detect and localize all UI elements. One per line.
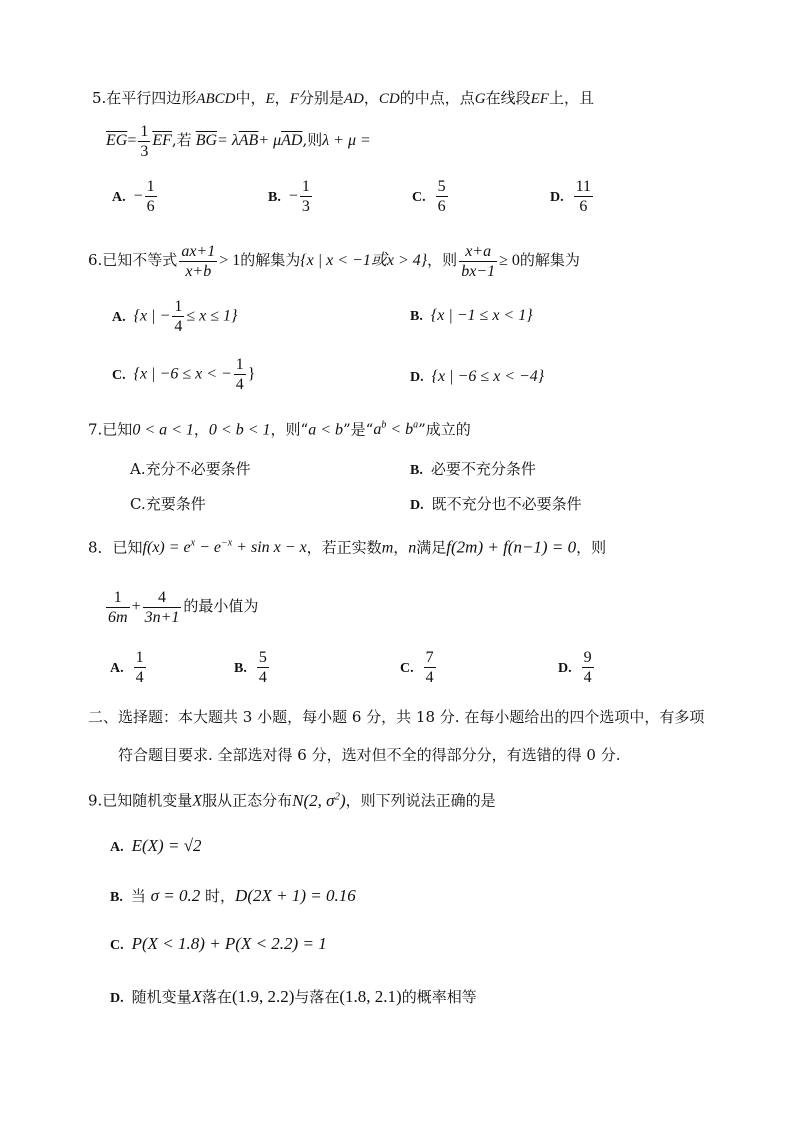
q5-g: G <box>474 91 486 107</box>
fraction-numerator: 9 <box>583 649 592 666</box>
q5-cd: CD <box>378 91 400 107</box>
option-label: D. <box>558 660 572 676</box>
fraction-denominator: x+b <box>185 262 212 280</box>
q8-condition: f(2m) + f(n−1) = 0 <box>446 537 577 557</box>
fraction-numerator: 5 <box>437 178 446 195</box>
q7-text: ， <box>193 420 209 439</box>
q8-function <box>143 539 307 556</box>
q8-fx: − e <box>195 539 222 557</box>
option-fraction <box>145 177 157 216</box>
q5-text: + μ <box>258 132 282 149</box>
q6-option-d[interactable] <box>410 367 544 386</box>
q7-text: 7.已知 <box>88 420 133 439</box>
q6-option-a[interactable] <box>112 297 237 336</box>
option-label: A. <box>112 309 126 325</box>
q7-q-base: b <box>405 421 414 439</box>
fraction-numerator: 1 <box>135 649 144 666</box>
q7-option-a[interactable] <box>130 458 251 479</box>
q9-stem <box>88 786 496 812</box>
q5-ef: EF <box>530 91 549 107</box>
option-fraction <box>574 177 593 216</box>
fraction-numerator: 1 <box>235 356 244 373</box>
option-text: σ = 0.2 <box>150 886 201 905</box>
fraction-denominator: 4 <box>425 669 434 686</box>
q7-q-exp: a <box>413 420 419 431</box>
q8-option-d[interactable] <box>558 648 596 687</box>
q5-text: 上，且 <box>548 89 594 107</box>
option-text: (1.8, 2.1) <box>339 987 402 1006</box>
q8-option-c[interactable] <box>400 648 438 687</box>
q7-option-d[interactable] <box>410 493 582 514</box>
option-text: 必要不充分条件 <box>430 460 536 478</box>
option-sign: − <box>133 187 143 205</box>
q8-stem-line1 <box>88 534 606 558</box>
q5-vector-eg: $\overline{EG}$ <box>106 132 128 149</box>
fraction-numerator: 1 <box>140 122 149 140</box>
q5-stem-line2 <box>106 118 371 163</box>
option-label: A. <box>110 840 124 855</box>
q5-text: 在线段 <box>485 89 531 107</box>
q5-text: = <box>127 132 137 149</box>
q8-text: 满足 <box>416 538 447 557</box>
q9-dist: N(2, σ <box>292 790 335 810</box>
option-text: 与落在 <box>294 988 340 1006</box>
fraction-denominator: 6 <box>146 198 155 215</box>
fraction-denominator: 4 <box>135 669 144 686</box>
option-label: C. <box>110 938 124 953</box>
option-label: B. <box>410 463 423 478</box>
q7-text: ”成立的 <box>418 420 471 439</box>
option-label: D. <box>410 370 424 385</box>
fraction-numerator: 1 <box>146 178 155 195</box>
q5-text: ， <box>363 89 379 107</box>
q8-stem-line2 <box>104 584 258 629</box>
option-text: {x | −6 ≤ x < − <box>133 365 232 383</box>
q6-set: {x | x < −1或x > 4} <box>300 252 428 269</box>
section2-instructions-line1 <box>88 706 704 727</box>
option-text: 随机变量 <box>131 988 192 1006</box>
option-label: D. <box>110 991 124 1006</box>
q6-text: 的解集为 <box>519 251 580 269</box>
q7-q-base: a <box>373 421 382 439</box>
q9-option-d[interactable] <box>110 986 477 1007</box>
fraction-denominator: 6 <box>437 198 446 215</box>
option-label: D. <box>550 189 564 205</box>
option-text: C.充要条件 <box>130 495 206 513</box>
option-text: D(2X + 1) = 0.16 <box>235 886 356 905</box>
q5-vector-ef: $\overline{EF}$ <box>152 132 172 149</box>
q9-option-c[interactable] <box>110 934 327 954</box>
q8-exp: x <box>190 538 196 549</box>
option-label: C. <box>412 189 426 205</box>
q7-text: ，则“ <box>270 420 309 439</box>
q8-fx: + sin x − x <box>232 539 307 557</box>
q7-p: a < b <box>308 421 343 439</box>
fraction-denominator: 4 <box>258 669 267 686</box>
fraction-denominator: 4 <box>583 669 592 686</box>
fraction-denominator: 4 <box>174 318 183 335</box>
q5-text: ， <box>274 89 290 107</box>
q8-n: n <box>408 539 417 557</box>
option-text: (1.9, 2.2) <box>232 987 295 1006</box>
q8-option-b[interactable] <box>234 648 271 687</box>
q5-option-c[interactable] <box>412 177 450 216</box>
q8-exp: −x <box>221 538 233 549</box>
q7-stem <box>88 416 471 440</box>
q9-text: 9.已知随机变量 <box>88 791 193 810</box>
option-text: {x | −1 ≤ x < 1} <box>430 307 533 324</box>
q6-stem <box>88 238 580 283</box>
option-label: B. <box>110 890 123 905</box>
q6-text: ，则 <box>427 251 458 269</box>
q5-e: E <box>265 91 275 107</box>
fraction-numerator: 1 <box>106 588 130 608</box>
fraction-numerator: 7 <box>425 649 434 666</box>
option-label: C. <box>400 660 414 676</box>
option-sign: − <box>288 187 298 205</box>
q6-option-b[interactable] <box>410 306 533 325</box>
q5-text: 的中点，点 <box>399 89 475 107</box>
q6-fraction-2 <box>459 242 497 281</box>
option-text: E(X) = √2 <box>131 836 202 855</box>
q5-text: 中， <box>235 89 266 107</box>
q6-text: 6.已知不等式 <box>88 251 178 269</box>
option-text: 既不充分也不必要条件 <box>431 495 582 513</box>
q9-dist-exp: 2 <box>334 790 340 802</box>
q9-option-a[interactable] <box>110 836 202 856</box>
q9-x: X <box>192 792 203 810</box>
q9-option-b[interactable] <box>110 885 356 906</box>
option-label: B. <box>410 309 423 324</box>
option-text: X <box>191 987 203 1006</box>
q8-text: ， <box>393 538 409 557</box>
q7-cond-b: 0 < b < 1 <box>208 421 271 439</box>
q7-cond-a: 0 < a < 1 <box>132 421 194 439</box>
q7-q-lt: < <box>386 421 406 439</box>
q5-text: ,若 <box>171 131 192 149</box>
option-label: C. <box>112 367 126 383</box>
option-text: {x | −6 ≤ x < −4} <box>431 368 545 385</box>
option-text: 时， <box>205 887 236 905</box>
q5-abcd: ABCD <box>196 91 236 107</box>
fraction-numerator: 1 <box>174 298 183 315</box>
fraction-denominator: 3 <box>301 198 310 215</box>
option-fraction <box>172 297 184 336</box>
q5-ask: λ + μ = <box>322 132 371 149</box>
q9-text: 服从正态分布 <box>202 791 293 810</box>
q8-text: 的最小值为 <box>183 597 259 615</box>
q8-option-a[interactable] <box>110 648 148 687</box>
q8-text: + <box>131 598 141 615</box>
q9-dist: ) <box>340 790 346 810</box>
option-text: 的概率相等 <box>401 988 477 1006</box>
option-text: A.充分不必要条件 <box>130 460 251 478</box>
option-fraction <box>234 355 246 394</box>
q8-fraction-1 <box>106 588 130 627</box>
option-label: D. <box>410 498 424 513</box>
q6-option-c[interactable] <box>112 355 255 394</box>
fraction-numerator: 5 <box>258 649 267 666</box>
option-fraction <box>300 177 312 216</box>
fraction-denominator: 6m <box>108 608 128 626</box>
q9-distribution <box>292 791 346 810</box>
section2-text: 二、选择题：本大题共 3 小题，每小题 6 分，共 18 分. 在每小题给出的四个选项中，有多项 <box>88 708 705 726</box>
option-text: P(X < 1.8) + P(X < 2.2) = 1 <box>131 934 327 953</box>
option-text: {x | − <box>133 307 171 325</box>
q5-vector-bg: $\overline{BG}$ <box>195 132 218 149</box>
option-fraction <box>424 648 436 687</box>
option-label: A. <box>110 660 124 676</box>
option-fraction <box>436 177 448 216</box>
option-label: B. <box>234 660 247 676</box>
q7-option-c[interactable] <box>130 493 206 514</box>
option-label: B. <box>268 189 281 205</box>
q5-vector-ad: $\overline{AD}$ <box>281 132 303 149</box>
option-text: ≤ x ≤ 1} <box>186 307 238 325</box>
fraction-denominator: 3 <box>140 142 149 160</box>
q8-m: m <box>381 539 394 557</box>
q7-q <box>373 421 418 438</box>
q6-fraction-1 <box>179 242 217 281</box>
option-label: A. <box>112 189 126 205</box>
q5-option-d[interactable] <box>550 177 595 216</box>
option-fraction <box>257 648 269 687</box>
q7-text: ”是“ <box>342 420 374 439</box>
q9-text: ，则下列说法正确的是 <box>345 791 496 810</box>
option-fraction <box>134 648 146 687</box>
q5-text: ,则 <box>302 131 323 149</box>
fraction-denominator: 4 <box>235 376 244 393</box>
fraction-denominator: bx−1 <box>461 262 496 280</box>
section2-instructions-line2 <box>118 744 620 765</box>
fraction-numerator: 1 <box>301 178 310 195</box>
option-text: } <box>247 365 256 383</box>
q6-text: > 1 <box>219 252 241 269</box>
q5-f: F <box>289 91 299 107</box>
q6-text: ≥ 0 <box>499 252 520 269</box>
q8-fx: f(x) = e <box>142 539 191 557</box>
fraction-numerator: x+a <box>459 242 497 262</box>
option-text: 落在 <box>202 988 233 1006</box>
q8-text: 8．已知 <box>88 538 143 557</box>
q5-option-a[interactable] <box>112 177 159 216</box>
option-fraction <box>582 648 594 687</box>
q8-text: ，则 <box>576 538 607 557</box>
q5-fraction-one-third <box>138 122 150 161</box>
q5-text: = λ <box>217 132 239 149</box>
q8-fraction-2 <box>143 588 182 627</box>
q5-vector-ab: $\overline{AB}$ <box>238 132 259 149</box>
q7-q-exp: b <box>381 420 387 431</box>
q5-stem-line1 <box>92 88 594 109</box>
fraction-denominator: 6 <box>579 198 588 215</box>
fraction-denominator: 3n+1 <box>144 608 180 626</box>
q5-ad: AD <box>343 91 364 107</box>
q7-option-b[interactable] <box>410 458 536 479</box>
section2-text: 符合题目要求. 全部选对得 6 分，选对但不全的得部分分，有选错的得 0 分. <box>118 746 621 764</box>
fraction-numerator: 11 <box>575 178 592 195</box>
q5-option-b[interactable] <box>268 177 314 216</box>
q5-text: 分别是 <box>298 89 344 107</box>
option-text: 当 <box>130 887 146 905</box>
fraction-numerator: ax+1 <box>181 242 216 260</box>
fraction-numerator: 4 <box>143 588 182 608</box>
q8-text: ，若正实数 <box>306 538 382 557</box>
q5-text: 5.在平行四边形 <box>92 89 197 107</box>
q6-text: 的解集为 <box>240 251 301 269</box>
